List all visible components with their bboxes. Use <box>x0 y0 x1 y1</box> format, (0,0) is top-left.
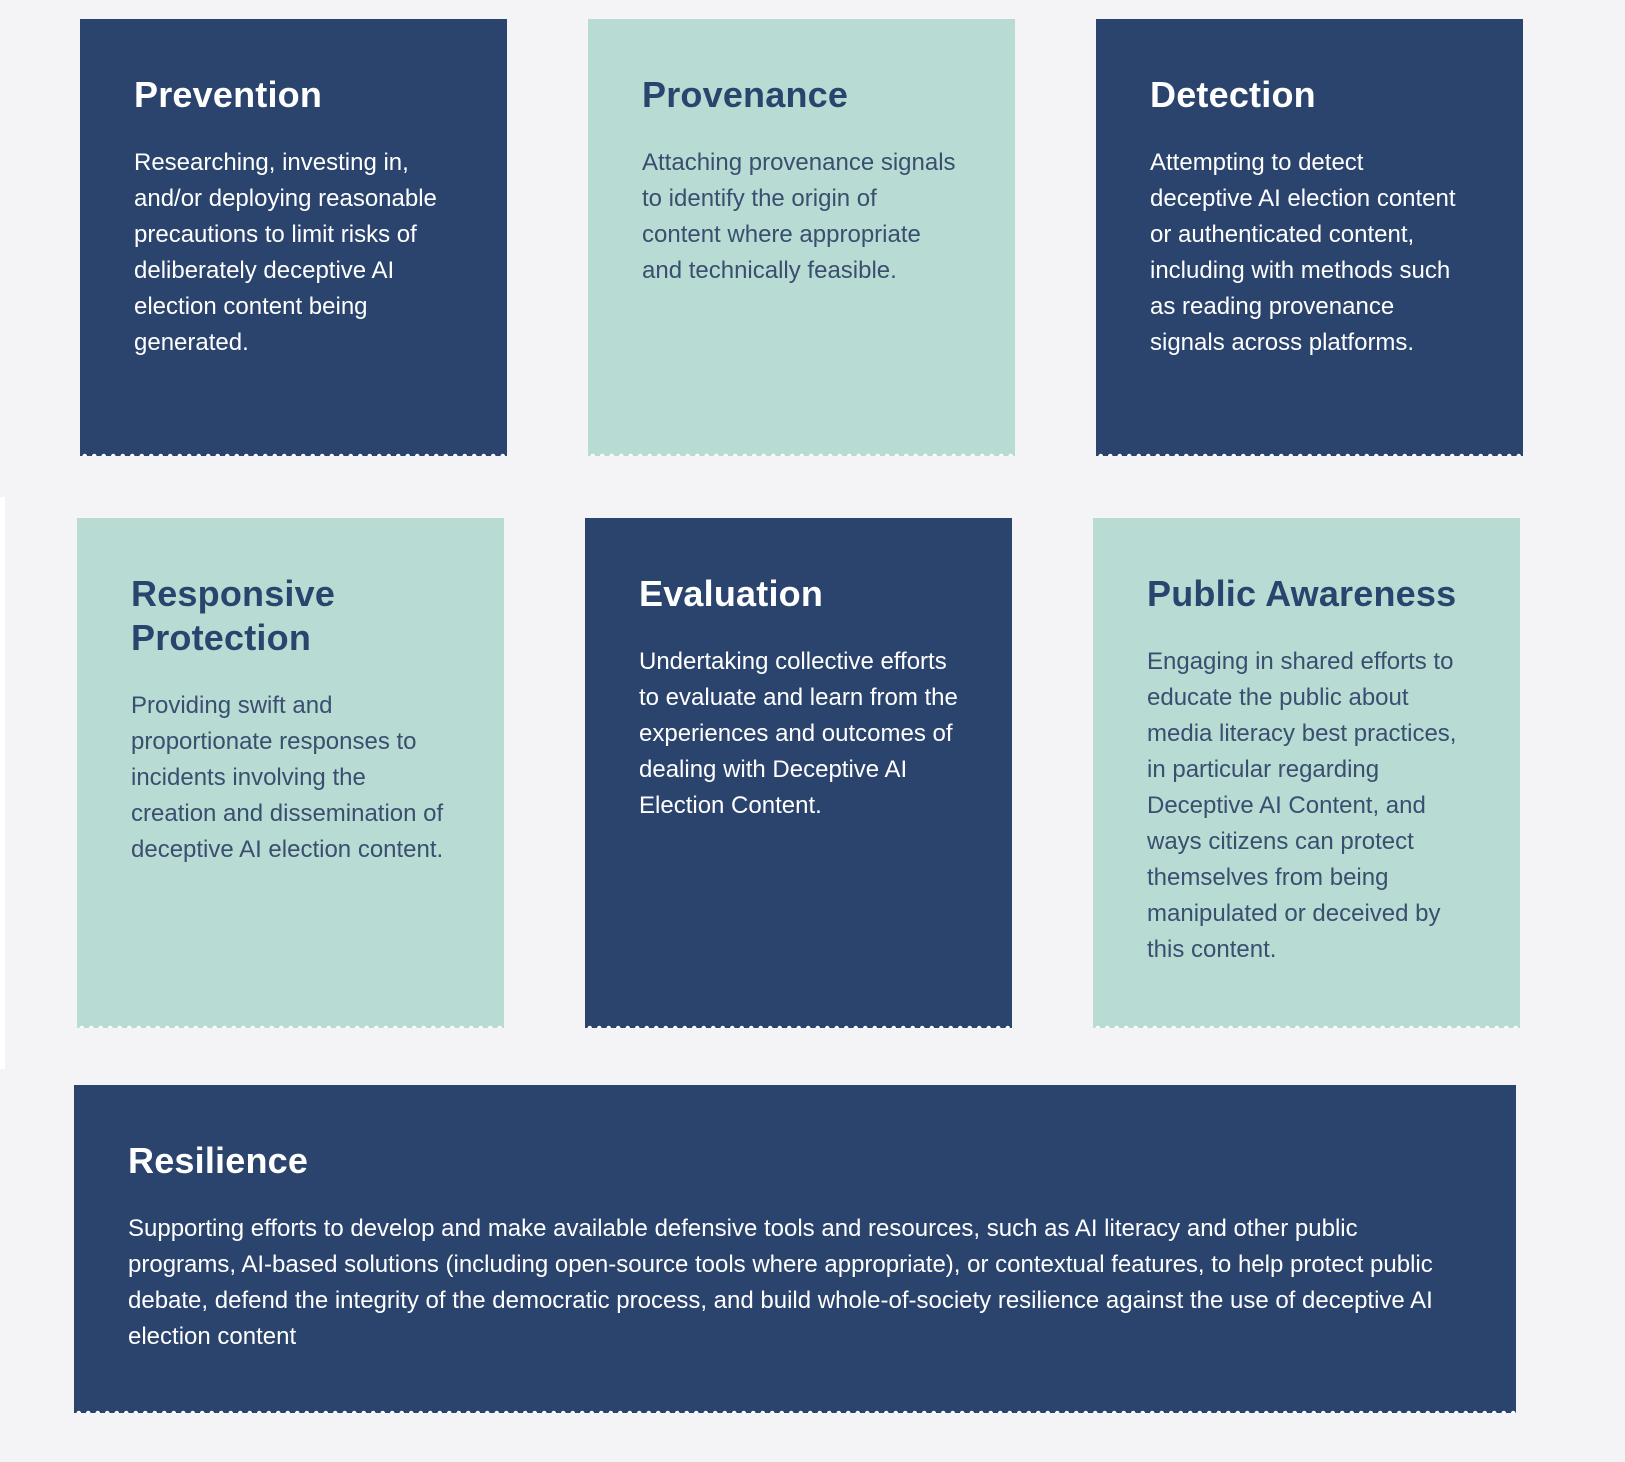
card-evaluation <box>585 518 1012 1028</box>
card-title: Resilience <box>128 1140 309 1181</box>
left-edge-strip <box>0 497 5 1069</box>
card-title: Prevention <box>134 74 323 115</box>
card-title: Provenance <box>642 74 849 115</box>
card-body: Providing swift and proportionate responses to incidents involving the creation and dissemination of deceptive AI election content. <box>131 692 444 863</box>
card-title: Public Awareness <box>1147 573 1457 614</box>
card-body: Attempting to detect deceptive AI election content or authenticated content, including with methods such as reading provenance signals across platforms. <box>1150 149 1456 356</box>
card-provenance <box>588 19 1015 456</box>
card-body: Engaging in shared efforts to educate the public about media literacy best practices, in particular regarding Deceptive AI Content, and ways citizens can protect themselves from being manipulated or deceived by this content. <box>1147 648 1457 963</box>
card-resilience <box>74 1085 1516 1413</box>
card-responsive-protection <box>77 518 504 1028</box>
card-title: Responsive Protection <box>131 573 336 658</box>
card-body: Supporting efforts to develop and make available defensive tools and resources, such as AI literacy and other public programs, AI-based solutions (including open-source tools where appropriate), or contextual features, to help protect public debate, defend the integrity of the democratic process, and build whole-of-society resilience against the use of deceptive AI election content <box>128 1215 1433 1350</box>
card-body: Attaching provenance signals to identify the origin of content where appropriate and technically feasible. <box>642 149 956 284</box>
card-public-awareness <box>1093 518 1520 1028</box>
card-body: Undertaking collective efforts to evaluate and learn from the experiences and outcomes of dealing with Deceptive AI Election Content. <box>639 648 958 819</box>
card-title: Detection <box>1150 74 1316 115</box>
card-body: Researching, investing in, and/or deploying reasonable precautions to limit risks of deliberately deceptive AI election content being generated. <box>134 149 437 356</box>
card-prevention <box>80 19 507 456</box>
card-detection <box>1096 19 1523 456</box>
card-title: Evaluation <box>639 573 824 614</box>
